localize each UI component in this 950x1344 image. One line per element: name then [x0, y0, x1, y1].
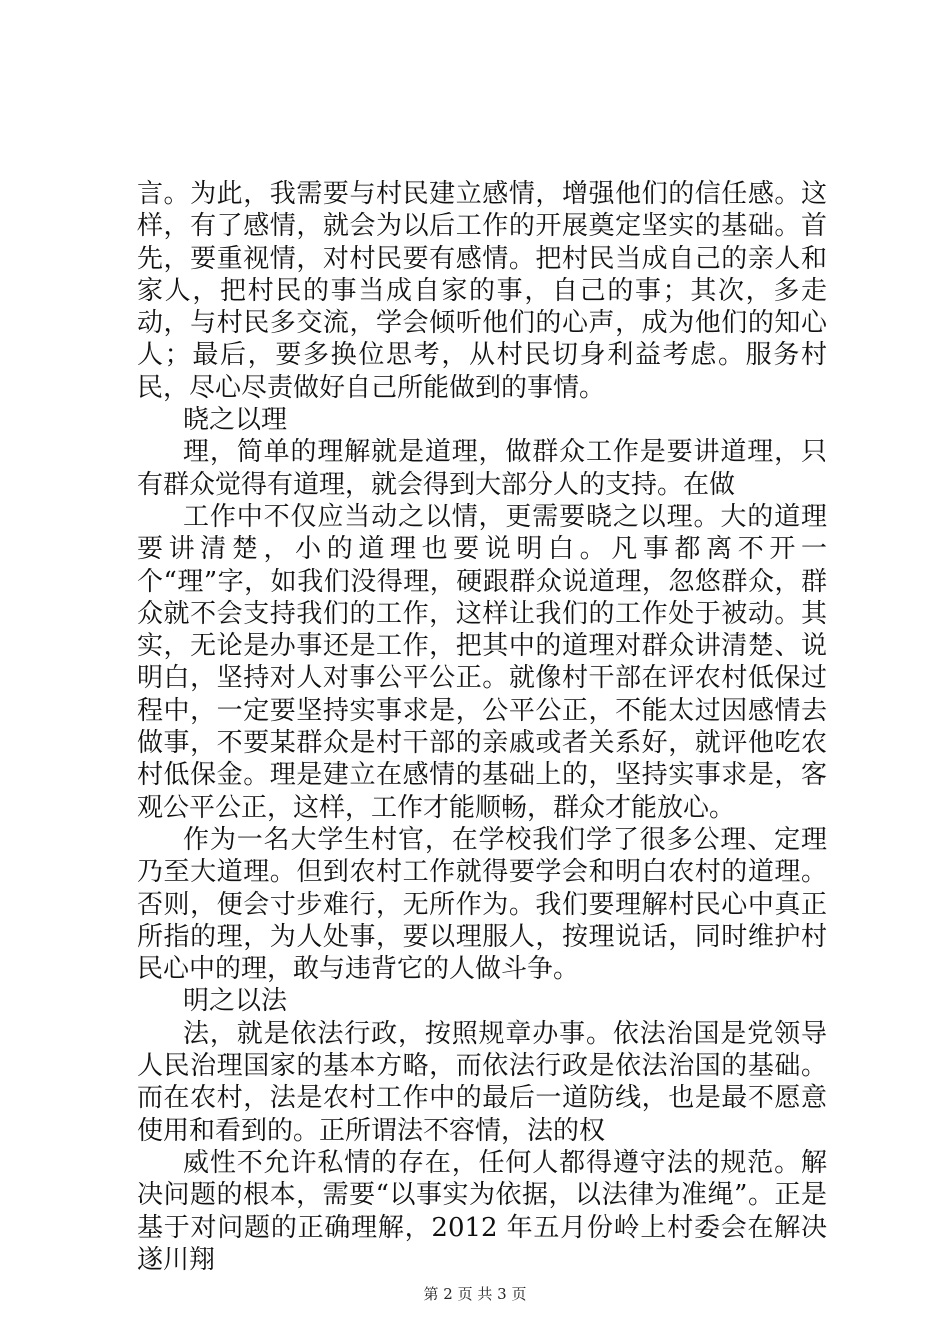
paragraph-5: 法，就是依法行政，按照规章办事。依法治国是党领导人民治理国家的基本方略，而依法行政是依法治国的基础。而在农村，法是农村工作中的最后一道防线，也是最不愿意使用和看到的。正所谓法不容情，法的权 [137, 1018, 827, 1146]
document-body [137, 178, 827, 1276]
paragraph-2: 理，简单的理解就是道理，做群众工作是要讲道理，只有群众觉得有道理，就会得到大部分人的支持。在做 [137, 437, 827, 500]
paragraph-3: 工作中不仅应当动之以情，更需要晓之以理。大的道理要讲清楚，小的道理也要说明白。凡事都离不开一个“理”字，如我们没得理，硬跟群众说道理，忽悠群众，群众就不会支持我们的工作，这样让我们的工作处于被动。其实，无论是办事还是工作，把其中的道理对群众讲清楚、说明白，坚持对人对事公平公正。就像村干部在评农村低保过程中，一定要坚持实事求是，公平公正，不能太过因感情去做事，不要某群众是村干部的亲戚或者关系好，就评他吃农村低保金。理是建立在感情的基础上的，坚持实事求是，客观公平公正，这样，工作才能顺畅，群众才能放心。 [137, 501, 827, 823]
page-number-footer: 第 2 页 共 3 页 [423, 1285, 527, 1303]
paragraph-1: 言。为此，我需要与村民建立感情，增强他们的信任感。这样，有了感情，就会为以后工作的开展奠定坚实的基础。首先，要重视情，对村民要有感情。把村民当成自己的亲人和家人，把村民的事当成自家的事，自己的事；其次，多走动，与村民多交流，学会倾听他们的心声，成为他们的知心人；最后，要多换位思考，从村民切身利益考虑。服务村民，尽心尽责做好自己所能做到的事情。 [137, 179, 827, 403]
paragraph-6: 威性不允许私情的存在，任何人都得遵守法的规范。解决问题的根本，需要“以事实为依据，以法律为准绳”。正是基于对问题的正确理解，2012 年五月份岭上村委会在解决遂川翔 [137, 1147, 827, 1275]
paragraph-4: 作为一名大学生村官，在学校我们学了很多公理、定理乃至大道理。但到农村工作就得要学会和明白农村的道理。否则，便会寸步难行，无所作为。我们要理解村民心中真正所指的理，为人处事，要以理服人，按理说话，同时维护村民心中的理，敢与违背它的人做斗争。 [137, 824, 827, 985]
section-heading-law: 明之以法 [183, 986, 288, 1017]
section-heading-reason: 晓之以理 [183, 405, 288, 436]
